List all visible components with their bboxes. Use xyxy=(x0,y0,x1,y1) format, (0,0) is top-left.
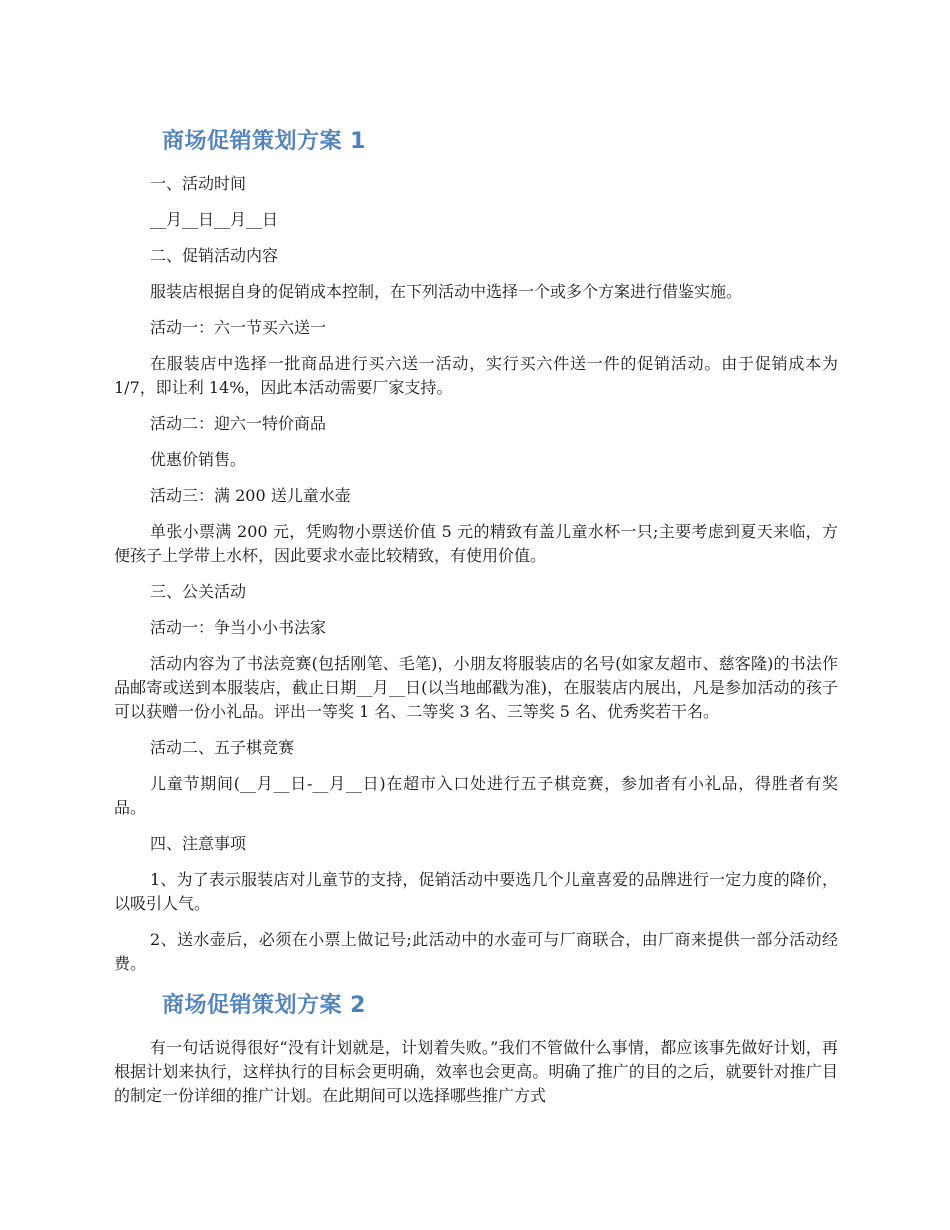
paragraph-activity-2: 优惠价销售。 xyxy=(150,450,247,469)
paragraph-pr-activity-2: 儿童节期间(__月__日-__月__日)在超市入口处进行五子棋竞赛，参加者有小礼品，得胜者有奖品。 xyxy=(114,774,838,817)
heading-activity-2: 活动二：迎六一特价商品 xyxy=(150,414,327,433)
paragraph-promo-intro: 服装店根据自身的促销成本控制，在下列活动中选择一个或多个方案进行借鉴实施。 xyxy=(150,282,743,301)
heading-promo-content: 二、促销活动内容 xyxy=(150,246,279,265)
section-2-title: 商场促销策划方案 2 xyxy=(162,993,366,1018)
section-1-title: 商场促销策划方案 1 xyxy=(162,129,366,154)
heading-notes: 四、注意事项 xyxy=(150,834,247,853)
document-body xyxy=(114,124,838,1120)
paragraph-note-1: 1、为了表示服装店对儿童节的支持，促销活动中要选几个儿童喜爱的品牌进行一定力度的降价，以吸引人气。 xyxy=(114,870,838,913)
heading-pr-activity-2: 活动二、五子棋竞赛 xyxy=(150,738,295,757)
paragraph-date-range: __月__日__月__日 xyxy=(150,210,279,229)
heading-activity-1: 活动一：六一节买六送一 xyxy=(150,318,327,337)
paragraph-activity-3: 单张小票满 200 元，凭购物小票送价值 5 元的精致有盖儿童水杯一只;主要考虑到夏天来临，方便孩子上学带上水杯，因此要求水壶比较精致，有使用价值。 xyxy=(114,522,838,565)
heading-activity-time: 一、活动时间 xyxy=(150,174,247,193)
paragraph-section-2-intro: 有一句话说得很好“没有计划就是，计划着失败。”我们不管做什么事情，都应该事先做好计划，再根据计划来执行，这样执行的目标会更明确，效率也会更高。明确了推广的目的之后，就要针对推广目的制定一份详细的推广计划。在此期间可以选择哪些推广方式 xyxy=(114,1038,838,1105)
heading-pr-activities: 三、公关活动 xyxy=(150,582,247,601)
paragraph-note-2: 2、送水壶后，必须在小票上做记号;此活动中的水壶可与厂商联合，由厂商来提供一部分活动经费。 xyxy=(114,930,838,973)
heading-activity-3: 活动三：满 200 送儿童水壶 xyxy=(150,486,351,505)
paragraph-pr-activity-1: 活动内容为了书法竞赛(包括刚笔、毛笔)，小朋友将服装店的名号(如家友超市、慈客隆)的书法作品邮寄或送到本服装店，截止日期__月__日(以当地邮戳为准)，在服装店内展出，凡是参加活动的孩子可以获赠一份小礼品。评出一等奖 1 名、二等奖 3 名、三等奖 5 名、优秀奖若干名。 xyxy=(114,654,838,721)
paragraph-activity-1: 在服装店中选择一批商品进行买六送一活动，实行买六件送一件的促销活动。由于促销成本为 1/7，即让利 14%，因此本活动需要厂家支持。 xyxy=(114,354,838,397)
heading-pr-activity-1: 活动一：争当小小书法家 xyxy=(150,618,327,637)
